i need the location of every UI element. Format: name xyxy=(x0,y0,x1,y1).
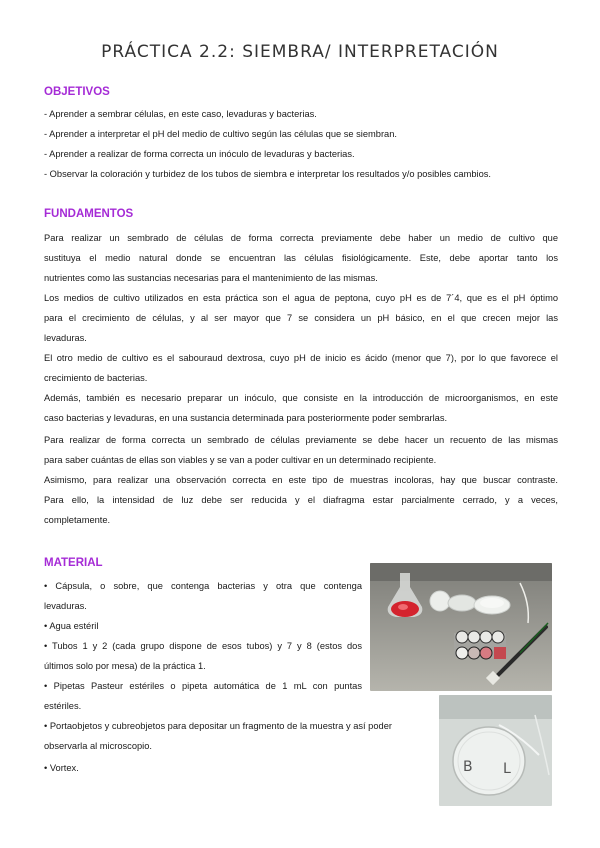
material-line: últimos solo por mesa) de la práctica 1. xyxy=(44,661,206,671)
fundamentos-line: Para realizar de forma correcta un sembrado de células previamente se debe hacer un recuento de las mismas xyxy=(44,435,558,445)
material-heading: MATERIAL xyxy=(44,557,103,569)
fundamentos-line: para el crecimiento de células, y al ser mayor que 7 se considera un pH básico, en el que crecen mejor las xyxy=(44,313,558,323)
objetivo-item: - Observar la coloración y turbidez de los tubos de siembra e interpretar los resultados y/o posibles cambios. xyxy=(44,169,491,179)
slide-label-l: L xyxy=(503,761,511,777)
material-line: • Pipetas Pasteur estériles o pipeta automática de 1 mL con puntas xyxy=(44,681,362,691)
fundamentos-line: caso bacterias y levaduras, en una sustancia determinada para posteriormente poder sembrarlas. xyxy=(44,413,448,423)
material-line: • Portaobjetos y cubreobjetos para depositar un fragmento de la muestra y así poder xyxy=(44,721,392,731)
page-title: PRÁCTICA 2.2: SIEMBRA/ INTERPRETACIÓN xyxy=(101,42,499,62)
fundamentos-line: Asimismo, para realizar una observación correcta en este tipo de muestras incoloras, hay que buscar contraste. xyxy=(44,475,558,485)
fundamentos-line: nutrientes como las sustancias necesarias para el mantenimiento de las mismas. xyxy=(44,273,378,283)
material-line: levaduras. xyxy=(44,601,87,611)
fundamentos-line: sustituya el medio natural donde se encuentran las células fisiológicamente. Este, debe aportar tanto los xyxy=(44,253,558,263)
fundamentos-line: levaduras. xyxy=(44,333,87,343)
objetivo-item: - Aprender a sembrar células, en este caso, levaduras y bacterias. xyxy=(44,109,317,119)
fundamentos-line: crecimiento de bacterias. xyxy=(44,373,148,383)
fundamentos-line: completamente. xyxy=(44,515,111,525)
material-line: observarla al microscopio. xyxy=(44,741,152,751)
slide-label-b: B xyxy=(463,759,473,775)
slide-samples-photo xyxy=(439,695,552,806)
fundamentos-line: Para ello, la intensidad de luz debe ser reducida y el diafragma estar parcialmente cerrado, y a veces, xyxy=(44,495,558,505)
objetivos-heading: OBJETIVOS xyxy=(44,86,110,98)
objetivo-item: - Aprender a interpretar el pH del medio de cultivo según las células que se siembran. xyxy=(44,129,397,139)
fundamentos-line: para saber cuántas de ellas son viables y se van a poder cultivar en un determinado recipiente. xyxy=(44,455,437,465)
fundamentos-line: Para realizar un sembrado de células de forma correcta previamente debe haber un medio de cultivo que xyxy=(44,233,558,243)
material-line: • Vortex. xyxy=(44,763,79,773)
fundamentos-line: Los medios de cultivo utilizados en esta práctica son el agua de peptona, cuyo pH es de 7´4, que es el pH óptimo xyxy=(44,293,558,303)
fundamentos-heading: FUNDAMENTOS xyxy=(44,208,134,220)
lab-materials-photo xyxy=(370,563,552,691)
material-line: estériles. xyxy=(44,701,82,711)
fundamentos-line: Además, también es necesario preparar un inóculo, que consiste en la introducción de microorganismos, en este xyxy=(44,393,558,403)
material-line: • Cápsula, o sobre, que contenga bacterias y otra que contenga xyxy=(44,581,362,591)
objetivo-item: - Aprender a realizar de forma correcta un inóculo de levaduras y bacterias. xyxy=(44,149,355,159)
material-line: • Tubos 1 y 2 (cada grupo dispone de esos tubos) y 7 y 8 (estos dos xyxy=(44,641,362,651)
fundamentos-line: El otro medio de cultivo es el sabouraud dextrosa, cuyo pH de inicio es ácido (menor que 7), por lo que favorece el xyxy=(44,353,558,363)
material-line: • Agua estéril xyxy=(44,621,99,631)
